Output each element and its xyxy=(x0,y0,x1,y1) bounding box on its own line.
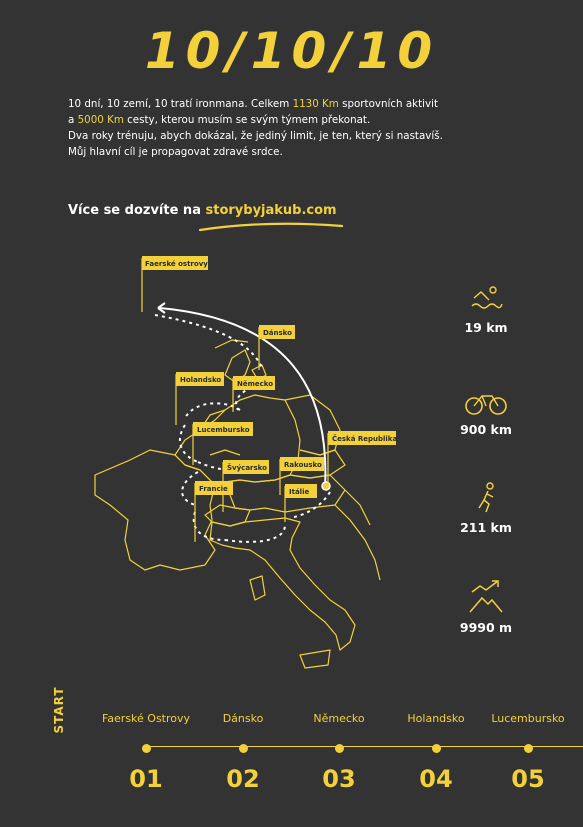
stat-bike xyxy=(426,390,546,437)
timeline-dot xyxy=(524,744,533,753)
bike-icon xyxy=(464,390,508,416)
flag-label-faroe: Faerské ostrovy xyxy=(145,260,208,268)
flag-luxembourg xyxy=(193,422,253,465)
flag-label-denmark: Dánsko xyxy=(263,329,292,337)
intro-line2-a: a xyxy=(68,114,78,126)
timeline-stop-02[interactable] xyxy=(188,712,298,793)
flag-germany xyxy=(233,376,275,412)
flag-italy xyxy=(285,484,317,522)
flag-label-luxembourg: Lucembursko xyxy=(197,426,250,434)
timeline-stop-number: 03 xyxy=(322,765,356,793)
more-info-text: Více se dozvíte na xyxy=(68,203,206,218)
intro-line1-b: sportovních aktivit xyxy=(338,98,438,110)
timeline-stop-number: 05 xyxy=(511,765,545,793)
timeline-stop-name: Německo xyxy=(313,712,365,725)
flag-label-czech: Česká Republika xyxy=(332,435,398,443)
flag-label-austria: Rakousko xyxy=(284,461,322,469)
timeline-stop-name: Dánsko xyxy=(222,712,264,725)
timeline-start-label: START xyxy=(52,686,66,734)
stat-swim-value: 19 km xyxy=(464,320,508,335)
intro-line3: Dva roky trénuju, abych dokázal, že jediný limit, je ten, který si nastavíš. xyxy=(68,130,443,142)
flag-denmark xyxy=(259,325,295,370)
stat-swim xyxy=(426,284,546,335)
start-point-marker xyxy=(322,482,330,490)
swim-icon xyxy=(469,284,503,314)
page-title: 10/10/10 xyxy=(144,22,439,80)
timeline-dot xyxy=(142,744,151,753)
flag-faroe xyxy=(142,256,208,312)
flag-netherlands xyxy=(176,372,224,425)
intro-text xyxy=(68,96,508,160)
flag-label-germany: Německo xyxy=(237,380,274,388)
timeline-dot xyxy=(432,744,441,753)
intro-line2-b: cesty, kterou musím se svým týmem překonat. xyxy=(123,114,371,126)
timeline-stop-03[interactable] xyxy=(284,712,394,793)
stat-run-value: 211 km xyxy=(460,520,512,535)
elevation-icon xyxy=(468,578,504,614)
flag-label-switzerland: Švýcarsko xyxy=(227,464,267,472)
intro-line1-a: 10 dní, 10 zemí, 10 tratí ironmana. Celkem xyxy=(68,98,293,110)
stat-elevation-value: 9990 m xyxy=(459,620,513,635)
more-info xyxy=(68,203,337,218)
map-flags xyxy=(142,256,397,542)
flag-label-france: Francie xyxy=(199,485,228,493)
timeline-stop-number: 01 xyxy=(129,765,163,793)
flag-label-italy: Itálie xyxy=(289,488,310,496)
link-underline-swoosh xyxy=(196,220,346,234)
timeline-dot xyxy=(239,744,248,753)
intro-line4: Můj hlavní cíl je propagovat zdravé srdce. xyxy=(68,146,283,158)
timeline-stop-name: Faerské Ostrovy xyxy=(101,712,191,725)
timeline-stop-05[interactable] xyxy=(473,712,583,793)
timeline-stop-number: 04 xyxy=(419,765,453,793)
intro-highlight-5000: 5000 Km xyxy=(77,114,124,126)
run-icon xyxy=(474,482,498,514)
timeline-stop-name: Lucembursko xyxy=(491,712,565,725)
stat-elevation xyxy=(426,578,546,635)
stat-bike-value: 900 km xyxy=(460,422,512,437)
timeline-stop-name: Holandsko xyxy=(407,712,465,725)
stat-run xyxy=(426,482,546,535)
flag-label-netherlands: Holandsko xyxy=(180,376,222,384)
timeline-stop-01[interactable] xyxy=(91,712,201,793)
timeline-dot xyxy=(335,744,344,753)
flag-czech xyxy=(328,431,397,484)
intro-highlight-1130: 1130 Km xyxy=(292,98,339,110)
website-link[interactable]: storybyjakub.com xyxy=(205,203,337,218)
timeline-stop-number: 02 xyxy=(226,765,260,793)
